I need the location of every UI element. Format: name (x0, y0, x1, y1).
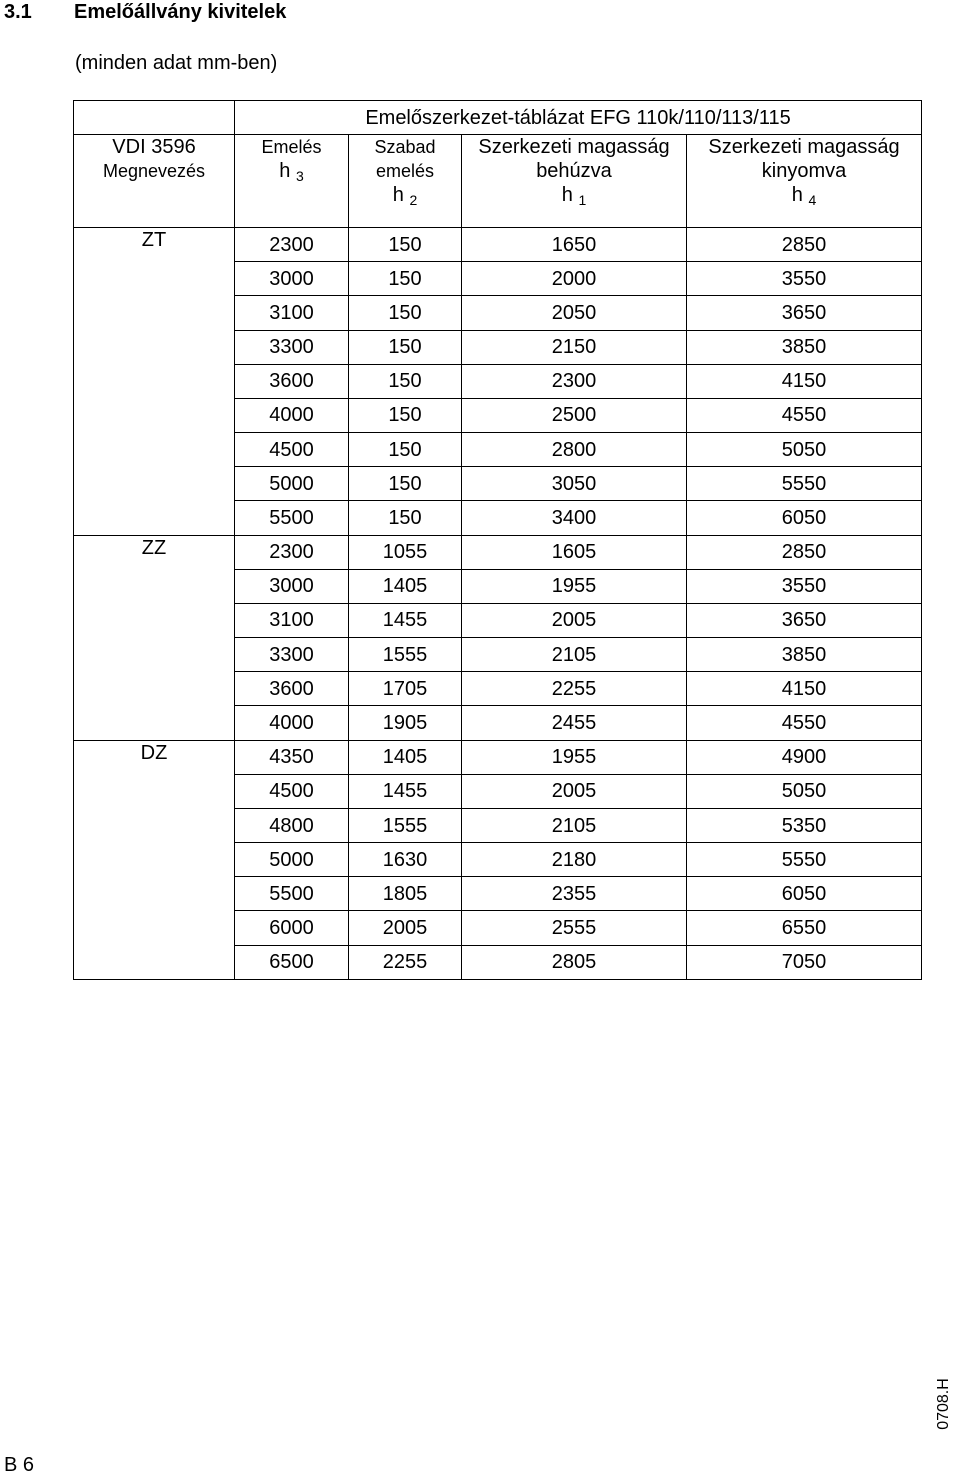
table-cell: 2300 (235, 535, 349, 569)
header-extended-symbol: h $_4$ (791, 184, 817, 208)
table-title-row (74, 101, 922, 135)
header-free-lift-symbol: h $_2$ (392, 184, 418, 208)
table-cell: 5350 (687, 808, 922, 842)
table-cell: 1650 (462, 228, 687, 262)
page-number: B 6 (4, 1454, 35, 1476)
table-cell: 5500 (235, 501, 349, 535)
header-extended-height-h4 (687, 135, 922, 228)
header-retracted-line2: behúzva (536, 160, 612, 182)
header-vdi-designation (74, 135, 235, 228)
table-cell: 2255 (349, 945, 462, 979)
table-cell: 1605 (462, 535, 687, 569)
table-cell: 150 (349, 364, 462, 398)
table-cell: 2355 (462, 877, 687, 911)
table-cell: 3650 (687, 603, 922, 637)
table-cell: 150 (349, 296, 462, 330)
table-cell: 2255 (462, 672, 687, 706)
table-cell: 5000 (235, 843, 349, 877)
table-cell: 1555 (349, 638, 462, 672)
table-cell: 3600 (235, 364, 349, 398)
table-cell: 150 (349, 501, 462, 535)
table-cell: 5550 (687, 843, 922, 877)
table-body (74, 228, 922, 980)
header-lift-line1: Emelés (261, 137, 322, 157)
table-cell: 2005 (349, 911, 462, 945)
document-code (930, 1372, 958, 1436)
table-cell: 2050 (462, 296, 687, 330)
table-cell: 5050 (687, 774, 922, 808)
table-cell: 2180 (462, 843, 687, 877)
header-lift-symbol: h $_3$ (279, 160, 304, 184)
header-extended-line1: Szerkezeti magasság (708, 136, 900, 158)
table-cell: 1905 (349, 706, 462, 740)
table-cell: 3650 (687, 296, 922, 330)
table-header-row (74, 135, 922, 228)
table-cell: 3400 (462, 501, 687, 535)
document-code-text: 0708.H (935, 1378, 952, 1430)
table-cell: 2300 (235, 228, 349, 262)
table-cell: 5550 (687, 467, 922, 501)
table-cell: 2500 (462, 398, 687, 432)
table-cell: 3550 (687, 569, 922, 603)
table-cell: 6500 (235, 945, 349, 979)
table-cell: 3300 (235, 638, 349, 672)
table-cell: 3000 (235, 569, 349, 603)
table-cell: 150 (349, 262, 462, 296)
table-cell: 4500 (235, 774, 349, 808)
table-cell: 4150 (687, 364, 922, 398)
table-cell: 4000 (235, 398, 349, 432)
table-cell: 1705 (349, 672, 462, 706)
table-cell: 4500 (235, 433, 349, 467)
table-cell: 5000 (235, 467, 349, 501)
header-retracted-symbol: h $_1$ (561, 184, 587, 208)
header-extended-line2: kinyomva (761, 160, 847, 182)
header-free-lift-h2 (349, 135, 462, 228)
header-vdi-line1: VDI 3596 (112, 136, 196, 158)
table-cell: 2455 (462, 706, 687, 740)
table-cell: 6000 (235, 911, 349, 945)
group-label: DZ (74, 740, 235, 979)
table-cell: 4550 (687, 398, 922, 432)
table-row (74, 228, 922, 262)
table-cell: 150 (349, 228, 462, 262)
table-cell: 7050 (687, 945, 922, 979)
units-note: (minden adat mm-ben) (75, 52, 278, 74)
header-free-lift-line2: emelés (375, 161, 435, 181)
table-cell: 3850 (687, 330, 922, 364)
header-lift-h3 (235, 135, 349, 228)
table-cell: 1455 (349, 603, 462, 637)
table-row (74, 740, 922, 774)
section-heading (4, 0, 286, 24)
table-cell: 2850 (687, 535, 922, 569)
table-title: Emelőszerkezet-táblázat EFG 110k/110/113/115 (235, 101, 922, 135)
table-cell: 4550 (687, 706, 922, 740)
table-cell: 3850 (687, 638, 922, 672)
group-label: ZT (74, 228, 235, 536)
table-cell: 3100 (235, 603, 349, 637)
table-cell: 3050 (462, 467, 687, 501)
table-cell: 150 (349, 330, 462, 364)
table-cell: 2105 (462, 808, 687, 842)
header-vdi-line2: Megnevezés (102, 161, 206, 181)
table-cell: 3300 (235, 330, 349, 364)
table-cell: 6050 (687, 877, 922, 911)
table-cell: 2555 (462, 911, 687, 945)
section-number: 3.1 (4, 1, 32, 23)
table-cell: 1055 (349, 535, 462, 569)
table-cell: 4900 (687, 740, 922, 774)
table-cell: 4350 (235, 740, 349, 774)
table-cell: 1405 (349, 569, 462, 603)
lift-mast-table (73, 100, 922, 980)
header-retracted-line1: Szerkezeti magasság (478, 136, 670, 158)
table-cell: 3100 (235, 296, 349, 330)
table-cell: 150 (349, 433, 462, 467)
table-cell: 5050 (687, 433, 922, 467)
group-label: ZZ (74, 535, 235, 740)
table-cell: 1405 (349, 740, 462, 774)
table-cell: 2850 (687, 228, 922, 262)
table-cell: 4000 (235, 706, 349, 740)
table-cell: 2005 (462, 774, 687, 808)
table-cell: 1630 (349, 843, 462, 877)
table-cell: 2105 (462, 638, 687, 672)
table-row (74, 535, 922, 569)
table-cell: 4800 (235, 808, 349, 842)
table-cell: 2800 (462, 433, 687, 467)
table-cell: 3000 (235, 262, 349, 296)
table-cell: 6550 (687, 911, 922, 945)
section-title: Emelőállvány kivitelek (74, 1, 287, 23)
table-cell: 2000 (462, 262, 687, 296)
table-cell: 1455 (349, 774, 462, 808)
table-cell: 3600 (235, 672, 349, 706)
table-cell: 1805 (349, 877, 462, 911)
table-cell: 150 (349, 467, 462, 501)
table-cell: 5500 (235, 877, 349, 911)
table-cell: 2300 (462, 364, 687, 398)
table-cell: 2150 (462, 330, 687, 364)
table-cell: 1555 (349, 808, 462, 842)
header-free-lift-line1: Szabad (374, 137, 436, 157)
table-cell: 1955 (462, 569, 687, 603)
table-cell: 2805 (462, 945, 687, 979)
header-retracted-height-h1 (462, 135, 687, 228)
table-cell: 2005 (462, 603, 687, 637)
table-cell: 6050 (687, 501, 922, 535)
table-title-spacer (74, 101, 235, 135)
table-cell: 1955 (462, 740, 687, 774)
table-cell: 150 (349, 398, 462, 432)
table-cell: 4150 (687, 672, 922, 706)
table-cell: 3550 (687, 262, 922, 296)
